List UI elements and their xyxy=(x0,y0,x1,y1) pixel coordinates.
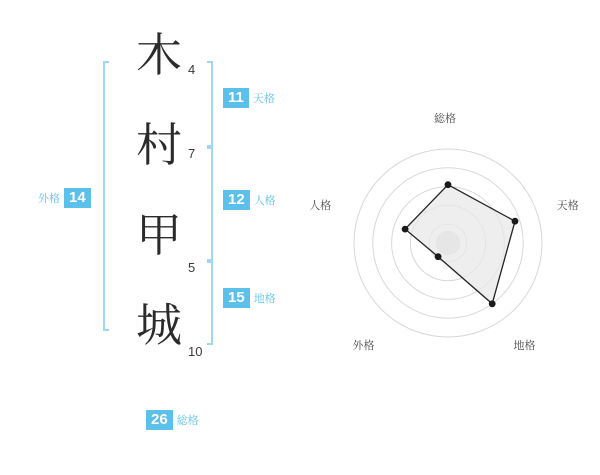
radar-chart-svg xyxy=(300,0,600,470)
kakusu-gaikaku-value: 14 xyxy=(64,188,91,208)
stroke-count-2: 7 xyxy=(188,146,196,161)
kakusu-radar-chart xyxy=(300,0,600,470)
name-stroke-panel xyxy=(0,0,300,470)
kakusu-jinkaku-value: 12 xyxy=(223,190,250,210)
kakusu-gaikaku xyxy=(38,188,91,208)
stroke-count-1: 4 xyxy=(188,62,196,77)
kakusu-chikaku xyxy=(223,288,276,308)
name-character-2: 村 xyxy=(136,118,182,172)
kakusu-gaikaku-label: 外格 xyxy=(38,192,60,205)
kakusu-tenkaku-value: 11 xyxy=(223,88,249,108)
kakusu-soukaku xyxy=(146,410,199,430)
stroke-count-4: 10 xyxy=(188,344,203,359)
radar-axis-label-4: 人格 xyxy=(309,198,332,212)
kakusu-chikaku-value: 15 xyxy=(223,288,250,308)
kakusu-chikaku-label: 地格 xyxy=(253,292,276,305)
name-character-4: 城 xyxy=(136,298,182,352)
radar-axis-label-3: 外格 xyxy=(352,339,375,353)
radar-axis-label-2: 地格 xyxy=(513,339,536,353)
radar-axis-label-0: 総格 xyxy=(434,112,456,125)
name-character-3: 甲 xyxy=(136,208,182,262)
kakusu-tenkaku xyxy=(223,88,275,108)
kakusu-soukaku-value: 26 xyxy=(146,410,173,430)
kakusu-tenkaku-label: 天格 xyxy=(252,92,275,105)
stroke-count-3: 5 xyxy=(188,260,196,275)
kakusu-soukaku-label: 総格 xyxy=(176,414,199,427)
kakusu-jinkaku xyxy=(223,190,276,210)
radar-axis-label-1: 天格 xyxy=(556,198,579,212)
name-character-1: 木 xyxy=(136,28,182,82)
kakusu-jinkaku-label: 人格 xyxy=(253,194,276,207)
